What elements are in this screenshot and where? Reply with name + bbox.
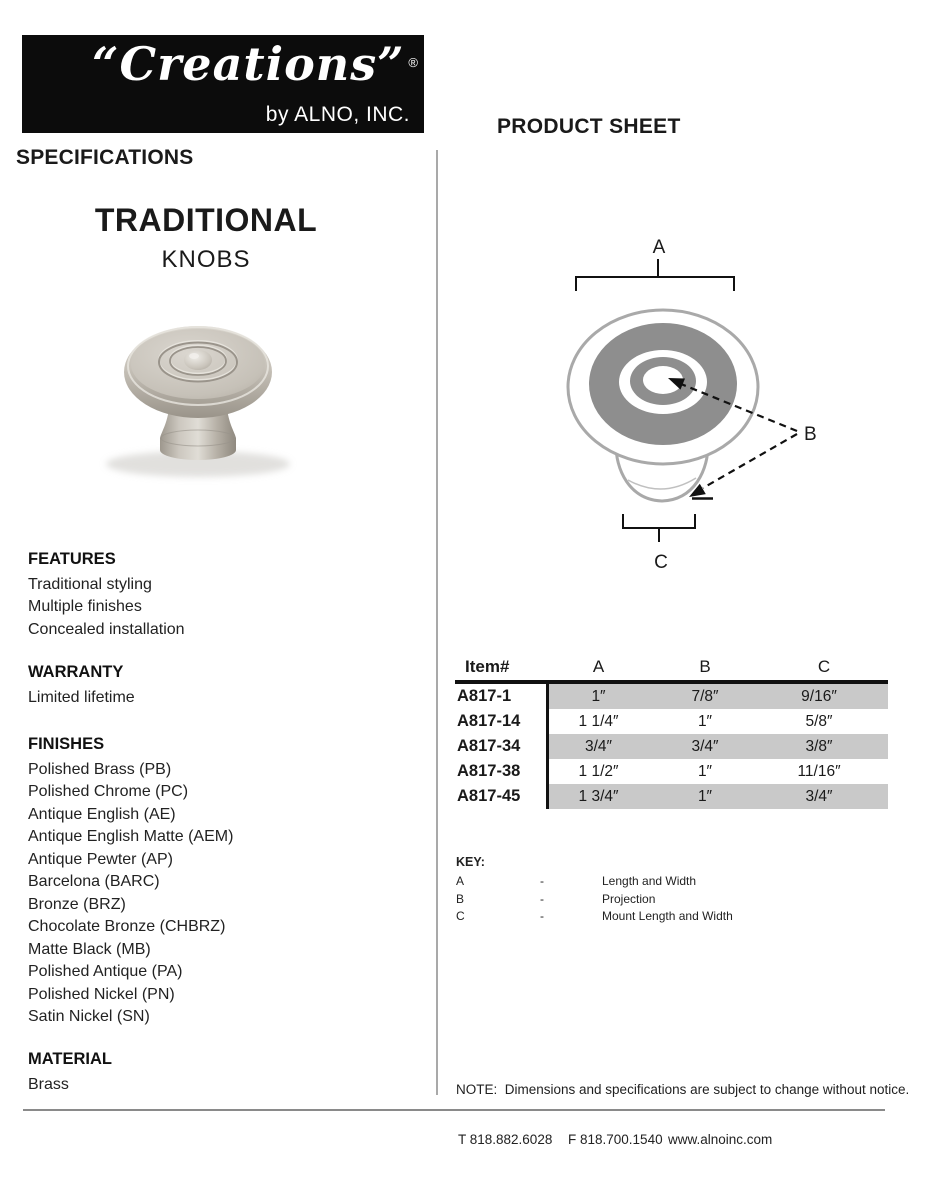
cell-dim-b: 7/8″	[650, 684, 760, 709]
cell-dim-a: 1 1/4″	[578, 712, 619, 730]
footer-website: www.alnoinc.com	[668, 1132, 773, 1147]
warranty-heading: WARRANTY	[28, 663, 124, 681]
logo-byline: by ALNO, INC.	[265, 103, 410, 126]
finish-item: Polished Chrome (PC)	[28, 783, 189, 800]
column-header-a: A	[592, 656, 605, 676]
warranty-section	[28, 661, 135, 709]
disclaimer-note: NOTE: Dimensions and specifications are subject to change without notice.	[456, 1082, 910, 1097]
footer	[0, 1132, 950, 1156]
cell-dim-a: 1 1/2″	[578, 762, 619, 780]
finish-item: Matte Black (MB)	[28, 940, 151, 958]
footer-rule	[23, 1109, 885, 1111]
diagram-label-c: C	[654, 552, 668, 573]
footer-phone: T 818.882.6028	[458, 1132, 553, 1147]
key-heading: KEY:	[456, 855, 485, 869]
key-description: Length and Width	[602, 874, 697, 888]
material-item: Brass	[28, 1075, 69, 1093]
cell-dim-a: 1 3/4″	[547, 784, 650, 809]
creations-logo	[22, 35, 424, 133]
key-description: Projection	[602, 891, 656, 906]
cell-dim-b: 1″	[650, 784, 760, 809]
product-photo-knob	[66, 292, 330, 514]
finishes-section	[28, 733, 233, 1029]
finish-item: Polished Nickel (PN)	[28, 985, 175, 1003]
key-dash: -	[540, 891, 544, 906]
feature-item: Concealed installation	[28, 620, 185, 638]
key-row	[456, 908, 733, 926]
cell-item-number: A817-1	[455, 684, 547, 709]
key-label: C	[456, 909, 465, 923]
cell-dim-a: 1″	[547, 684, 650, 709]
cell-dim-b: 3/4″	[650, 734, 760, 759]
dimension-key	[456, 855, 733, 926]
finish-item: Chocolate Bronze (CHBRZ)	[28, 918, 226, 935]
cell-dim-c: 9/16″	[760, 684, 888, 709]
cell-item-number: A817-45	[455, 784, 547, 809]
column-header-c: C	[817, 656, 831, 676]
specifications-label: SPECIFICATIONS	[16, 146, 194, 169]
page-subtitle: KNOBS	[161, 246, 251, 273]
feature-item: Multiple finishes	[28, 598, 142, 615]
column-header-item: Item#	[465, 656, 510, 676]
finishes-heading: FINISHES	[28, 735, 105, 753]
key-dash: -	[540, 874, 544, 888]
cell-item-number: A817-34	[455, 734, 547, 759]
key-row	[456, 891, 733, 909]
finish-item: Antique Pewter (AP)	[28, 850, 173, 868]
cell-dim-c: 5/8″	[805, 712, 833, 730]
dimension-diagram	[545, 230, 875, 575]
finish-item: Satin Nickel (SN)	[28, 1008, 150, 1025]
finish-item: Antique English (AE)	[28, 805, 176, 823]
cell-dim-c: 3/8″	[760, 734, 888, 759]
finish-item: Antique English Matte (AEM)	[28, 828, 234, 845]
cell-item-number: A817-14	[455, 709, 547, 734]
cell-dim-c: 3/4″	[760, 784, 888, 809]
knob-center-dome	[184, 350, 212, 370]
table-row	[455, 734, 888, 759]
registered-trademark-icon: ®	[408, 55, 418, 70]
material-section	[28, 1048, 112, 1096]
dimension-bracket-a	[576, 277, 734, 291]
footer-fax: F 818.700.1540	[568, 1132, 663, 1147]
cell-dim-a: 3/4″	[547, 734, 650, 759]
finish-item: Polished Brass (PB)	[28, 760, 172, 778]
cell-dim-b: 1″	[697, 712, 713, 730]
table-header-row	[455, 653, 888, 684]
table-row	[455, 759, 888, 784]
key-row	[456, 873, 733, 891]
column-divider-line	[436, 150, 438, 1095]
dimension-bracket-c	[623, 514, 695, 528]
table-vertical-divider	[546, 684, 549, 809]
features-section	[28, 548, 185, 641]
title-block	[0, 203, 412, 275]
diagram-label-b: B	[804, 424, 817, 445]
key-dash: -	[540, 909, 544, 923]
table-row	[455, 784, 888, 809]
key-description: Mount Length and Width	[602, 909, 733, 923]
features-heading: FEATURES	[28, 550, 116, 568]
product-sheet-header: PRODUCT SHEET	[497, 115, 681, 138]
dimensions-table	[455, 653, 888, 809]
finish-item: Polished Antique (PA)	[28, 963, 183, 980]
cell-item-number: A817-38	[455, 759, 547, 784]
cell-dim-c: 11/16″	[797, 762, 841, 780]
warranty-item: Limited lifetime	[28, 688, 135, 706]
diagram-label-a: A	[652, 237, 666, 258]
key-label: A	[456, 874, 465, 888]
table-row	[455, 709, 888, 734]
table-body	[455, 684, 888, 809]
material-heading: MATERIAL	[28, 1050, 113, 1068]
column-header-b: B	[699, 656, 711, 676]
feature-item: Traditional styling	[28, 575, 152, 593]
finish-item: Barcelona (BARC)	[28, 873, 160, 890]
table-row	[455, 684, 888, 709]
page-title: TRADITIONAL	[94, 202, 318, 238]
key-label: B	[456, 891, 465, 906]
logo-brand-script: “Creations”	[92, 37, 405, 91]
finish-item: Bronze (BRZ)	[28, 895, 126, 913]
cell-dim-b: 1″	[697, 762, 713, 780]
